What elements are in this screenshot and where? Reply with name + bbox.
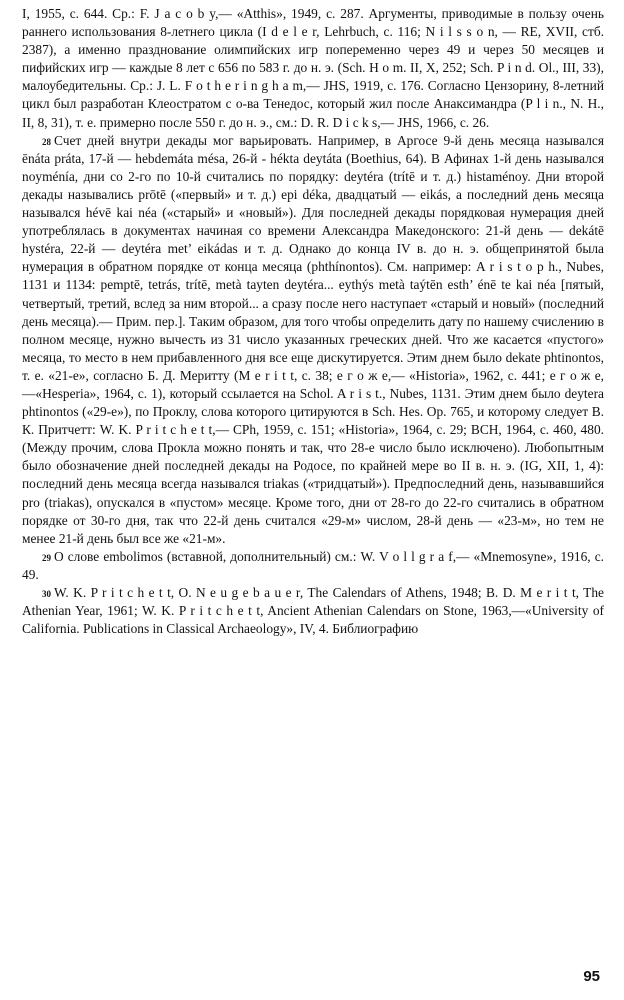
- footnote-29: [22, 548, 604, 584]
- footnote-text: W. K. P r i t c h e t t, O. N e u g e b a u e r, The Calendars of Athens, 1948; B. D. M e r i t t, The Athenian Year, 1961; W. K. P r i t c h e t t, Ancient Athenian Calendars on Stone, 1963,—«University of California. Publications in Classical Archaeology», IV, 4. Библиографию: [22, 585, 604, 637]
- footnote-number: 29: [42, 552, 51, 563]
- footnote-number: 28: [42, 136, 51, 147]
- footnote-text: Счет дней внутри декады мог варьировать. Например, в Аргосе 9-й день месяца назывался ēnáta práta, 17-й — hebdemáta mésa, 26-й - hékta deytáta (Boethius, 64). В Афинах 1-й день назывался noyménía, дни со 2-го по 10-й считались по порядку: deytéra (trítē и т. д.) histaménoy. Дни второй декады назывались prōtē («первый» и т. д.) epi déka, двадцатый — eikás, а последний день месяца назывался hévē kai néa («старый» и «новый»). Для последней декады порядковая нумерация дней употреблялась в документах начиная со времени Александра Македонского: 21-й день — dekátē hystéra, 22-й — deytéra met’ eikádas и т. д. Однако до конца IV в. до н. э. общепринятой была нумерация в обратном порядке от конца месяца (phthínontos). См. например: A r i s t o p h., Nubes, 1131 и 1134: pemptē, tetrás, trítē, metà tayten deytéra... eythýs metà taýtēn esth’ énē te kai néa [пятый, четвертый, третий, вслед за ним второй... а сразу после него наступает «старый и новый» (последний день месяца).— Прим. пер.]. Таким образом, для того чтобы определить дату по нашему счислению в полном месяце, нужно вычесть из 31 число указанных греческих дней. Что же касается «пустого» месяца, то место в нем прибавленного дня все еще дискутируется. Этим днем было dekate phtinontos, т. е. «21-е», согласно Б. Д. Меритту (M e r i t t, с. 38; е г о ж е,— «Historia», 1962, с. 441; е г о ж е,—«Hesperia», 1964, с. 1), который ссылается на Schol. A r i s t., Nubes, 1131. Этим днем было deytera phtinontos («29-е»), по Проклу, слова которого цитируются в Sch. Hes. Op. 765, и которому следует В. К. Притчетт: W. K. P r i t c h e t t,— CPh, 1959, с. 151; «Historia», 1964, с. 29; BCH, 1964, с. 460, 480. (Между прочим, слова Прокла можно понять и так, что 28-е число было исключено). Любопытным было обозначение дней последней декады на Родосе, по крайней мере во II в. н. э. (IG, XII, 1, 4): последний день месяца всегда назывался triakas («тридцатый»). Предпоследний день, называвшийся pro (triakas), опускался в «пустом» месяце. Кроме того, дни от 28-го до 22-го считались в обратном порядке от 30-го дня, так что 22-й день считался «29-м» числом, 28-й день — «23-м», но тем не менее 21-й день был все же «21-м».: [22, 132, 604, 546]
- footnote-continued: [22, 5, 604, 132]
- footnote-30: [22, 584, 604, 638]
- footnotes-block: [22, 5, 604, 638]
- page-number: 95: [583, 968, 600, 985]
- footnote-text: I, 1955, с. 644. Ср.: F. J a c o b y,— «Atthis», 1949, с. 287. Аргументы, приводимые в пользу очень раннего использования 8-летнего цикла (I d e l e r, Lehrbuch, с. 116; N i l s s o n, — RE, XVII, стб. 2387), а именно празднование олимпийских игр попеременно через 49 и через 50 месяцев и пифийских игр — каждые 8 лет с 656 по 583 г. до н. э. (Sch. H o m. II, X, 252; Sch. P i n d. Ol., III, 33), малоубедительны. Ср.: J. L. F o t h e r i n g h a m,— JHS, 1919, с. 176. Согласно Цензорину, 8-летний цикл был разработан Клеостратом с о-ва Тенедос, который жил после Анаксимандра (P l i n., N. H., II, 8, 31), т. е. примерно после 550 г. до н. э., см.: D. R. D i c k s,— JHS, 1966, с. 26.: [22, 6, 604, 130]
- footnote-28: [22, 132, 604, 548]
- footnote-number: 30: [42, 589, 51, 599]
- footnote-text: О слове embolimos (вставной, дополнительный) см.: W. V o l l g r a f,— «Mnemosyne», 1916, с. 49.: [22, 548, 604, 582]
